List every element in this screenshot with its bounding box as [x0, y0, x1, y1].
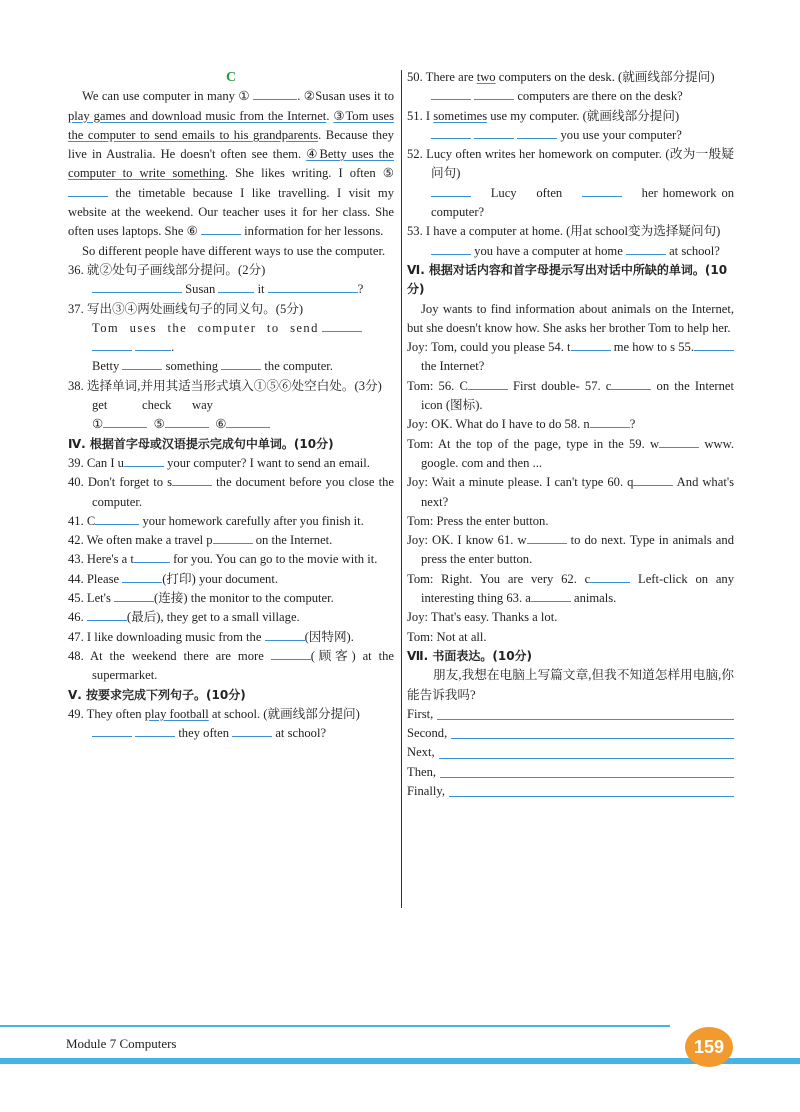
passage-paragraph-2: So different people have different ways to use the computer.	[82, 243, 386, 258]
writing-line-then[interactable]: Then,	[407, 763, 734, 782]
passage-paragraph-1: We can use computer in many ① . ②Susan uses it to play games and download music from the Internet. ③Tom uses the computer to send emails to his grandparents. Because they live in Australia. He doesn't often see them. ④Betty uses the computer to write something. She likes writing. I often ⑤ the timetable because I like travelling. I visit my website at the weekend. Our teacher uses it for her class. She often uses laptops. She ⑥ information for her lessons.	[68, 89, 394, 239]
section-4-heading: Ⅳ. 根据首字母或汉语提示完成句中单词。(10分)	[68, 436, 334, 451]
answer-37c: Betty something the computer.	[92, 359, 333, 374]
blank-5[interactable]	[68, 184, 108, 197]
section-6-intro: Joy wants to find information about animals on the Internet, but she doesn't know how. She asks her brother Tom to help her.	[407, 301, 734, 335]
dialogue-line: Tom: 56. C First double- 57. c on the Internet icon (图标).	[407, 378, 734, 413]
writing-line-next[interactable]: Next,	[407, 743, 734, 762]
dialogue-line: Tom: At the top of the page, type in the 59. w www. google. com and then ...	[407, 436, 734, 470]
question-48: 48. At the weekend there are more (顾客) at the supermarket.	[68, 648, 394, 683]
section-7-heading: Ⅶ. 书面表达。(10分)	[407, 648, 533, 663]
answer-49: they often at school?	[68, 724, 394, 743]
question-37: 37. 写出③④两处画线句子的同义句。(5分)	[68, 301, 304, 316]
question-40: 40. Don't forget to s the document before you close the computer.	[68, 475, 394, 509]
blank-6[interactable]	[201, 222, 241, 235]
question-41: 41. C your homework carefully after you finish it.	[68, 513, 364, 528]
footer-rule	[0, 1025, 670, 1027]
page-number-badge: 159	[685, 1027, 733, 1067]
question-53: 53. I have a computer at home. (用at school变为选择疑问句)	[407, 224, 721, 239]
question-47: 47. I like downloading music from the (因特网).	[68, 629, 354, 644]
dialogue-line: Joy: That's easy. Thanks a lot.	[407, 610, 558, 625]
dialogue-line: Tom: Press the enter button.	[407, 513, 549, 528]
blank-1[interactable]	[253, 87, 297, 100]
answer-53: you have a computer at home at school?	[407, 242, 734, 261]
question-51: 51. I sometimes use my computer. (就画线部分提问)	[407, 108, 680, 123]
question-38: 38. 选择单词,并用其适当形式填入①⑤⑥处空白处。(3分)	[68, 378, 382, 393]
question-36: 36. 就②处句子画线部分提问。(2分)	[68, 262, 266, 277]
writing-line-first[interactable]: First,	[407, 705, 734, 724]
writing-line-finally[interactable]: Finally,	[407, 782, 734, 801]
section-5-heading: Ⅴ. 按要求完成下列句子。(10分)	[68, 687, 246, 702]
question-43: 43. Here's a t for you. You can go to the movie with it.	[68, 552, 378, 567]
passage-title: C	[225, 70, 237, 85]
right-column	[407, 68, 734, 801]
dialogue-line: Joy: OK. What do I have to do 58. n ?	[407, 417, 636, 432]
question-52: 52. Lucy often writes her homework on computer. (改为一般疑问句)	[407, 147, 734, 181]
question-46: 46. (最后), they get to a small village.	[68, 610, 300, 625]
writing-line-second[interactable]: Second,	[407, 724, 734, 743]
footer-module-title: Module 7 Computers	[66, 1036, 177, 1051]
answer-51: you use your computer?	[407, 126, 734, 145]
question-42: 42. We often make a travel p on the Internet.	[68, 533, 333, 548]
section-6-heading: Ⅵ. 根据对话内容和首字母提示写出对话中所缺的单词。(10分)	[407, 262, 728, 297]
answer-50: computers are there on the desk?	[407, 87, 734, 106]
question-39: 39. Can I u your computer? I want to send an email.	[68, 455, 370, 470]
dialogue-line: Joy: OK. I know 61. w to do next. Type in animals and press the enter button.	[407, 533, 734, 567]
left-column	[68, 68, 394, 743]
question-49: 49. They often play football at school. (就画线部分提问)	[68, 706, 360, 721]
dialogue-line: Tom: Right. You are very 62. c Left-click on any interesting thing 63. a animals.	[407, 571, 734, 606]
dialogue-line: Joy: Tom, could you please 54. t me how to s 55. the Internet?	[407, 338, 734, 377]
question-45: 45. Let's (连接) the monitor to the computer.	[68, 591, 334, 606]
answer-36: Susan it ?	[68, 280, 394, 299]
writing-prompt: 朋友,我想在电脑上写篇文章,但我不知道怎样用电脑,你能告诉我吗?	[407, 668, 734, 702]
answer-52: Lucy often her homework on computer?	[431, 185, 735, 220]
footer-band	[0, 1058, 800, 1064]
dialogue-line: Tom: Not at all.	[407, 629, 487, 644]
answer-37b: .	[68, 338, 394, 357]
column-divider	[401, 70, 402, 908]
question-50: 50. There are two computers on the desk. (就画线部分提问)	[407, 70, 715, 84]
answer-38: ① ⑤ ⑥	[68, 415, 394, 434]
answer-37a: Tom uses the computer to send	[68, 319, 394, 338]
dialogue-line: Joy: Wait a minute please. I can't type 60. q And what's next?	[407, 475, 734, 509]
word-bank: get check way	[92, 398, 213, 413]
question-44: 44. Please (打印) your document.	[68, 571, 279, 586]
